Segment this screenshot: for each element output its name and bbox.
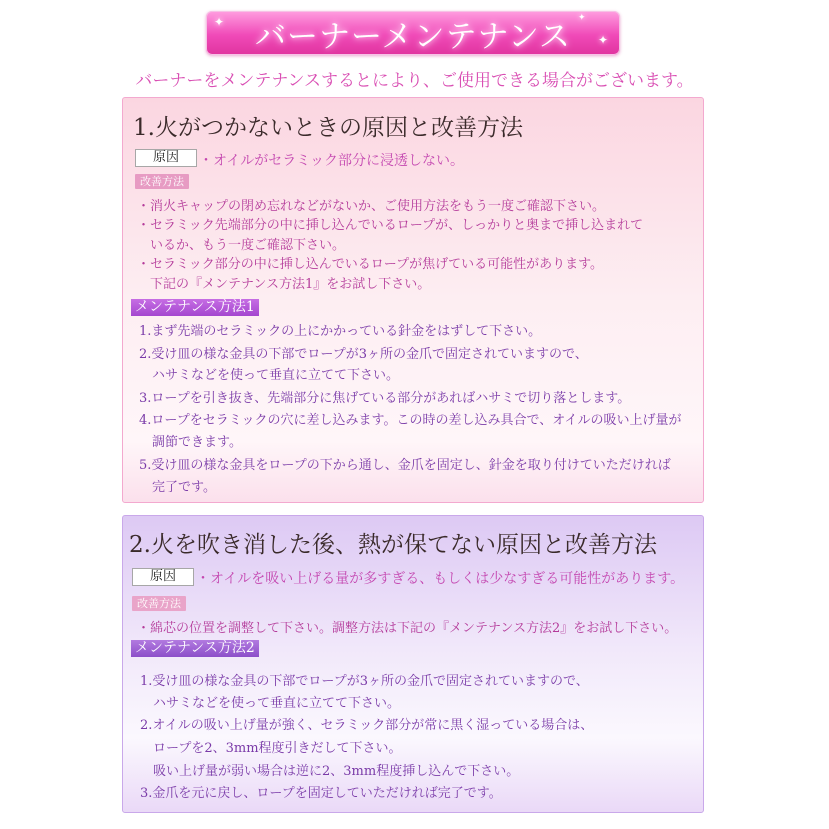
cause-text: ・オイルがセラミック部分に浸透しない。 <box>199 153 465 169</box>
method-2-title: メンテナンス方法2 <box>131 640 259 657</box>
page-subtitle: バーナーをメンテナンスするとにより、ご使用できる場合がございます。 <box>135 71 694 91</box>
method-line: ハサミなどを使って垂直に立てて下さい。 <box>140 696 401 711</box>
section-2-heading: 2.火を吹き消した後、熱が保てない原因と改善方法 <box>129 532 657 558</box>
section-1-panel <box>122 97 704 503</box>
method-line: ハサミなどを使って垂直に立てて下さい。 <box>139 368 400 383</box>
fix-line: ・綿芯の位置を調整して下さい。調整方法は下記の『メンテナンス方法2』をお試し下さい。 <box>137 621 678 636</box>
section-2-panel <box>122 515 704 813</box>
cause-label: 原因 <box>135 149 197 167</box>
method-line: 2.受け皿の様な金具の下部でロープが3ヶ所の金爪で固定されていますので、 <box>139 347 588 362</box>
method-line: 調節できます。 <box>139 435 242 450</box>
sparkle-icon: ✦ <box>598 33 609 47</box>
sparkle-icon: ✦ <box>214 15 225 29</box>
method-line: 吸い上げ量が弱い場合は逆に2、3mm程度挿し込んで下さい。 <box>140 764 520 779</box>
fix-line: いるか、もう一度ご確認下さい。 <box>137 238 346 253</box>
fix-tag: 改善方法 <box>132 596 186 611</box>
section-1-heading: 1.火がつかないときの原因と改善方法 <box>133 115 523 141</box>
method-line: 2.オイルの吸い上げ量が強く、セラミック部分が常に黒く湿っている場合は、 <box>140 718 594 733</box>
sparkle-icon: ✦ <box>578 13 586 23</box>
method-line: 3.ロープを引き抜き、先端部分に焦げている部分があればハサミで切り落とします。 <box>139 391 631 406</box>
cause-text: ・オイルを吸い上げる量が多すぎる、もしくは少なすぎる可能性があります。 <box>196 571 685 587</box>
fix-line: 下記の『メンテナンス方法1』をお試し下さい。 <box>137 277 431 292</box>
cause-label: 原因 <box>132 568 194 586</box>
banner-title: バーナーメンテナンス <box>255 18 571 55</box>
fix-line: ・セラミック先端部分の中に挿し込んでいるロープが、しっかりと奥まで挿し込まれて <box>137 218 644 233</box>
fix-tag: 改善方法 <box>135 174 189 189</box>
method-line: 5.受け皿の様な金具をロープの下から通し、金爪を固定し、針金を取り付けていただければ <box>139 458 671 473</box>
fix-line: ・セラミック部分の中に挿し込んでいるロープが焦げている可能性があります。 <box>137 257 604 272</box>
method-1-title: メンテナンス方法1 <box>131 299 259 316</box>
method-line: 完了です。 <box>139 480 216 495</box>
method-line: ロープを2、3mm程度引きだして下さい。 <box>140 741 402 756</box>
method-line: 1.まず先端のセラミックの上にかかっている針金をはずして下さい。 <box>139 324 542 339</box>
fix-line: ・消火キャップの閉め忘れなどがないか、ご使用方法をもう一度ご確認下さい。 <box>137 199 606 214</box>
method-line: 3.金爪を元に戻し、ロープを固定していただければ完了です。 <box>140 786 502 801</box>
method-line: 4.ロープをセラミックの穴に差し込みます。この時の差し込み具合で、オイルの吸い上げ量が <box>139 413 682 428</box>
method-line: 1.受け皿の様な金具の下部でロープが3ヶ所の金爪で固定されていますので、 <box>140 674 589 689</box>
title-banner <box>206 11 620 55</box>
